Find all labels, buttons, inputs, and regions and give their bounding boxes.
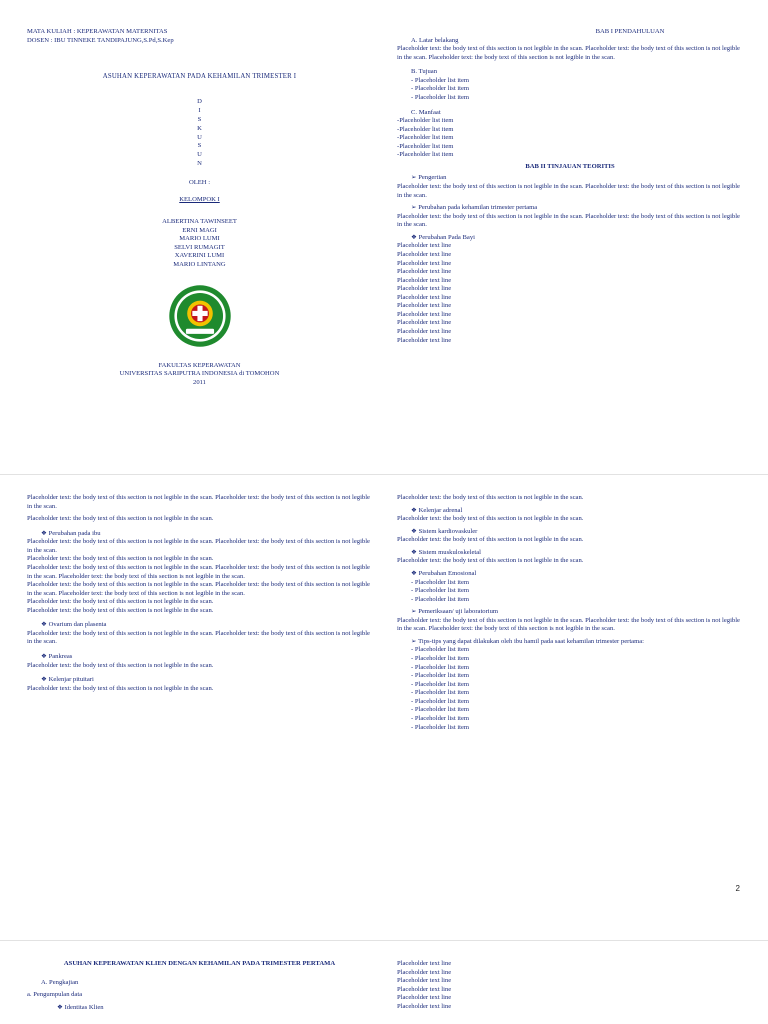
text-line: Placeholder text line: [397, 985, 452, 993]
manfaat-item: -Placeholder list item: [397, 125, 454, 133]
member-name: SELVI RUMAGIT: [174, 243, 225, 251]
bayi-line: Placeholder text line: [397, 268, 452, 276]
ibu-text: Placeholder text: the body text of this section is not legible in the scan.: [27, 555, 214, 563]
pengumpulan-heading: a. Pengumpulan data: [27, 991, 83, 999]
member-name: MARIO LUMI: [179, 235, 220, 243]
tujuan-item: - Placeholder list item: [411, 85, 470, 93]
pankreas-heading: ❖ Pankreas: [41, 653, 73, 660]
page-divider: [0, 940, 768, 941]
diskusi-letter: I: [198, 106, 201, 114]
bayi-line: Placeholder text line: [397, 293, 452, 301]
diskusi-letter: S: [197, 142, 202, 150]
pengertian-heading: ➢ Pengertian: [411, 174, 447, 182]
ibu-heading: ❖ Perubahan pada ibu: [41, 529, 101, 537]
bayi-line: Placeholder text line: [397, 242, 452, 250]
chapter-column: [397, 28, 743, 345]
adrenal-heading: ❖ Kelenjar adrenal: [411, 506, 463, 514]
section-a-text: Placeholder text: the body text of this section is not legible in the scan. Placeholder text: the body text of this section is not legible in the scan. Placeholder text: the body text of this section is not legible in the scan.: [397, 45, 740, 61]
kardio-text: Placeholder text: the body text of this section is not legible in the scan.: [397, 536, 584, 544]
diskusi-letter: K: [197, 124, 202, 132]
diskusi-letter: S: [197, 115, 202, 123]
ibu-text: Placeholder text: the body text of this section is not legible in the scan. Placeholder text: the body text of this section is not legible in the scan. Placeholder text: the body text of this section is not legible in the scan.: [27, 563, 370, 580]
diskusi-letter: N: [197, 160, 202, 168]
kelompok-label: KELOMPOK I: [179, 195, 220, 203]
pengkajian-heading: A. Pengkajian: [41, 978, 79, 986]
intro-text: Placeholder text: the body text of this section is not legible in the scan.: [397, 494, 584, 501]
tips-item: - Placeholder list item: [411, 680, 470, 688]
bayi-line: Placeholder text line: [397, 302, 452, 310]
tips-item: - Placeholder list item: [411, 689, 470, 697]
tips-item: - Placeholder list item: [411, 723, 470, 731]
ibu-text: Placeholder text: the body text of this section is not legible in the scan. Placeholder text: the body text of this section is not legible in the scan. Placeholder text: the body text of this section is not legible in the scan.: [27, 581, 370, 597]
ibu-text: Placeholder text: the body text of this section is not legible in the scan.: [27, 606, 214, 614]
cover-title: ASUHAN KEPERAWATAN PADA KEHAMILAN TRIMESTER I: [102, 73, 297, 81]
faculty-line: 2011: [193, 378, 206, 386]
member-name: ERNI MAGI: [182, 226, 217, 234]
page-number: 2: [735, 884, 740, 893]
manfaat-item: -Placeholder list item: [397, 151, 454, 159]
page-divider: [0, 474, 768, 475]
emosi-item: - Placeholder list item: [411, 578, 470, 586]
member-name: ALBERTINA TAWINSEET: [162, 218, 237, 226]
tips-item: - Placeholder list item: [411, 663, 470, 671]
pituitari-text: Placeholder text: the body text of this section is not legible in the scan.: [27, 684, 214, 692]
text-line: Placeholder text line: [397, 968, 452, 976]
section-b-heading: B. Tujuan: [411, 68, 438, 76]
tips-item: - Placeholder list item: [411, 655, 470, 662]
emosi-heading: ❖ Perubahan Emosional: [411, 569, 477, 577]
section-a-heading: A. Latar belakang: [411, 36, 459, 44]
ibu-text: Placeholder text: the body text of this section is not legible in the scan.: [27, 598, 214, 606]
lab-heading: ➢ Pemeriksaan/ uji laboratorium: [411, 608, 499, 616]
text-line: Placeholder text line: [397, 960, 452, 967]
oleh-label: OLEH :: [188, 179, 211, 187]
askep-title: ASUHAN KEPERAWATAN KLIEN DENGAN KEHAMILAN PADA TRIMESTER PERTAMA: [63, 960, 336, 967]
text-line: Placeholder text line: [397, 977, 452, 985]
tips-heading: ➢ Tips-tips yang dapat dilakukan oleh ibu hamil pada saat kehamilan trimester pertama:: [411, 637, 644, 645]
bayi-line: Placeholder text line: [397, 276, 452, 284]
pengertian-text: Placeholder text: the body text of this section is not legible in the scan. Placeholder text: the body text of this section is not legible in the scan.: [397, 183, 740, 199]
bayi-line: Placeholder text line: [397, 336, 452, 344]
page3-left-column: [27, 960, 372, 1012]
page2-left-column: [27, 494, 372, 693]
page3-right-column: [397, 960, 743, 1011]
manfaat-item: -Placeholder list item: [397, 117, 454, 125]
emosi-item: - Placeholder list item: [411, 587, 470, 595]
bayi-line: Placeholder text line: [397, 285, 452, 293]
bayi-line: Placeholder text line: [397, 310, 452, 318]
faculty-line: UNIVERSITAS SARIPUTRA INDONESIA di TOMOHON: [119, 370, 280, 378]
musku-text: Placeholder text: the body text of this section is not legible in the scan.: [397, 557, 584, 565]
emosi-item: - Placeholder list item: [411, 595, 470, 603]
member-name: XAVERINI LUMI: [174, 252, 225, 260]
text-line: Placeholder text line: [397, 994, 452, 1002]
ibu-text: Placeholder text: the body text of this section is not legible in the scan. Placeholder text: the body text of this section is not legible in the scan.: [27, 538, 370, 554]
kardio-heading: ❖ Sistem kardiovaskuler: [411, 527, 478, 535]
document-page-1: [0, 0, 768, 470]
tips-item: - Placeholder list item: [411, 706, 470, 714]
document-page-3: [0, 948, 768, 1024]
lecturer-line: DOSEN : IBU TINNEKE TANDIPAJUNG,S.Pd,S.Kep: [27, 36, 174, 44]
bayi-line: Placeholder text line: [397, 319, 452, 327]
ovarium-text: Placeholder text: the body text of this section is not legible in the scan. Placeholder text: the body text of this section is not legible in the scan.: [27, 629, 370, 646]
musku-heading: ❖ Sistem muskuloskeletal: [411, 548, 482, 556]
faculty-block: [27, 362, 372, 388]
manfaat-item: -Placeholder list item: [397, 142, 454, 150]
perubahan-heading: ➢ Perubahan pada kehamilan trimester pertama: [411, 204, 538, 212]
page2-right-column: [397, 494, 743, 732]
para-text: Placeholder text: the body text of this section is not legible in the scan.: [27, 515, 214, 523]
chapter-2-heading: BAB II TINJAUAN TEORITIS: [525, 162, 615, 170]
chapter-1-heading: BAB I PENDAHULUAN: [595, 28, 665, 35]
perubahan-text: Placeholder text: the body text of this section is not legible in the scan. Placeholder text: the body text of this section is not legible in the scan.: [397, 212, 740, 229]
diskusi-letter: U: [197, 133, 202, 141]
diskusi-letter: D: [197, 97, 202, 105]
diskusi-letter: U: [197, 151, 202, 159]
pankreas-text: Placeholder text: the body text of this section is not legible in the scan.: [27, 661, 214, 669]
adrenal-text: Placeholder text: the body text of this section is not legible in the scan.: [397, 515, 584, 523]
tips-item: - Placeholder list item: [411, 697, 470, 705]
tujuan-item: - Placeholder list item: [411, 93, 470, 101]
bayi-line: Placeholder text line: [397, 259, 452, 267]
diskusi-vertical: [27, 98, 372, 169]
tips-item: - Placeholder list item: [411, 646, 470, 654]
tujuan-item: - Placeholder list item: [411, 76, 470, 84]
bayi-line: Placeholder text line: [397, 328, 452, 335]
bayi-heading: ❖ Perubahan Pada Bayi: [411, 233, 475, 241]
faculty-line: FAKULTAS KEPERAWATAN: [158, 361, 241, 369]
section-c-heading: C. Manfaat: [411, 108, 441, 116]
tips-item: - Placeholder list item: [411, 714, 470, 722]
member-list: [27, 218, 372, 269]
lab-text: Placeholder text: the body text of this section is not legible in the scan. Placeholder text: the body text of this section is not legible in the scan. Placeholder text: the body text of this section is not legible in the scan.: [397, 616, 740, 633]
identitas-heading: ❖ Identitas Klien: [57, 1003, 104, 1011]
document-page-2: [0, 478, 768, 918]
ovarium-heading: ❖ Ovarium dan plasenta: [41, 621, 107, 629]
intro-text: Placeholder text: the body text of this section is not legible in the scan. Placeholder text: the body text of this section is not legible in the scan.: [27, 494, 370, 510]
university-logo: [168, 284, 232, 348]
text-line: Placeholder text line: [397, 1002, 452, 1010]
course-line: MATA KULIAH : KEPERAWATAN MATERNITAS: [27, 28, 168, 35]
pituitari-heading: ❖ Kelenjar pituitari: [41, 676, 94, 684]
tips-item: - Placeholder list item: [411, 672, 470, 680]
cover-column: [27, 28, 372, 387]
manfaat-item: -Placeholder list item: [397, 134, 454, 142]
member-name: MARIO LINTANG: [173, 261, 226, 269]
bayi-line: Placeholder text line: [397, 250, 452, 258]
